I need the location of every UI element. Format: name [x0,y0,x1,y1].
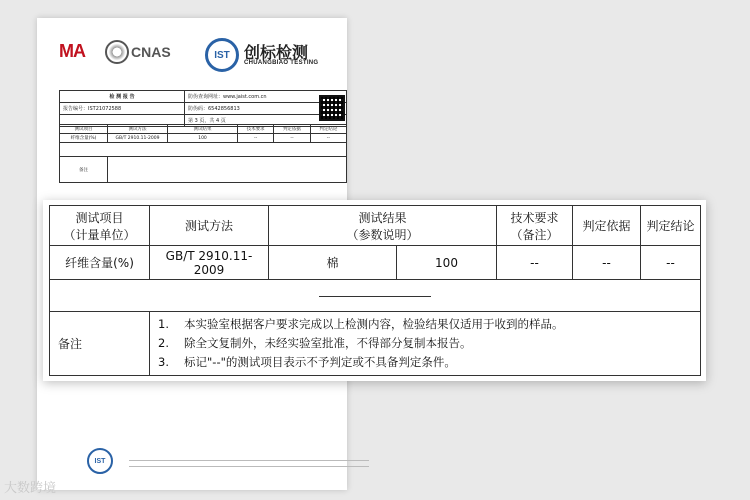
cell-value: 100 [397,246,497,280]
remark-notes [150,312,701,376]
mini-remark-label: 备注 [60,157,108,183]
report-title: 检 测 报 告 [60,91,185,103]
note-number: 3. [158,355,169,369]
header-req-line2: （备注） [510,227,559,242]
mini-conclusion-header: 判定结论 [310,125,346,134]
header-tech-req [497,206,573,246]
ma-logo-text: MA [59,41,85,61]
header-test-method: 测试方法 [150,206,269,246]
note-number: 2. [158,336,169,350]
cell-test-method: GB/T 2910.11-2009 [150,246,269,280]
header-item-line2: （计量单位） [63,227,136,242]
table-row [50,246,701,280]
cell-basis: -- [573,246,641,280]
qr-code-icon [319,95,345,121]
mini-method: GB/T 2910.11-2009 [108,134,168,143]
note-text: 本实验室根据客户要求完成以上检测内容，检验结果仅适用于收到的样品。 [184,317,564,331]
ist-logo-text: IST [214,49,230,61]
cnas-logo: CNAS [131,44,171,60]
footer-ist-logo-icon [87,448,113,474]
certification-seal-icon [105,40,129,64]
note-text: 除全文复制外，未经实验室批准，不得部分复制本报告。 [184,336,472,350]
signature-row [50,280,701,312]
brand-name: 创标检测 [244,43,309,62]
note-item [158,353,696,372]
header-result-line2: （参数说明） [346,227,419,242]
mini-value: 100 [168,134,238,143]
report-no-label: 报告编号： [63,106,89,112]
note-item [158,315,696,334]
mini-req: -- [238,134,274,143]
report-header-table [59,90,347,127]
mini-result-header: 测试结果 [168,125,238,134]
cell-test-item: 纤维含量(%) [50,246,150,280]
report-result-table-small [59,124,347,183]
table-header-row [50,206,701,246]
note-number: 1. [158,317,169,331]
signature-line [319,296,431,297]
query-site: 防伪查询网址：www.jaist.com.cn [185,91,347,103]
mini-method-header: 测试方法 [108,125,168,134]
header-req-line1: 技术要求 [510,210,559,225]
brand-name-en: CHUANGBIAO TESTING [244,60,319,66]
header-test-item [50,206,150,246]
cell-conclusion: -- [641,246,701,280]
mini-basis: -- [274,134,310,143]
header-test-result [269,206,497,246]
header-basis: 判定依据 [573,206,641,246]
page-info: 第 3 页，共 4 页 [185,115,347,127]
query-code: 防伪码：6542856813 [185,103,347,115]
header-result-line1: 测试结果 [358,210,407,225]
magnified-result-table [43,200,706,381]
cell-tech-req: -- [497,246,573,280]
footer-logo-text: IST [94,457,106,465]
result-table [49,205,701,376]
mini-item-header: 测试项目 [60,125,108,134]
report-code-cell [60,103,185,115]
ist-logo-icon [205,38,239,72]
cell-material: 棉 [269,246,397,280]
mini-req-header: 技术要求 [238,125,274,134]
mini-basis-header: 判定依据 [274,125,310,134]
watermark [4,477,56,496]
header-conclusion: 判定结论 [641,206,701,246]
accreditation-logos [59,38,199,78]
ma-logo [59,41,101,67]
mini-item: 纤维含量(%) [60,134,108,143]
note-item [158,334,696,353]
header-item-line1: 测试项目 [75,210,124,225]
remark-row [50,312,701,376]
report-no: IST21072588 [88,106,122,112]
watermark-text: 大数跨境 [4,481,57,496]
note-text: 标记"--"的测试项目表示不予判定或不具备判定条件。 [184,355,456,369]
remark-label: 备注 [50,312,150,376]
footer-fine-print [129,458,369,472]
notes-list [158,315,696,372]
mini-conclusion: -- [310,134,346,143]
